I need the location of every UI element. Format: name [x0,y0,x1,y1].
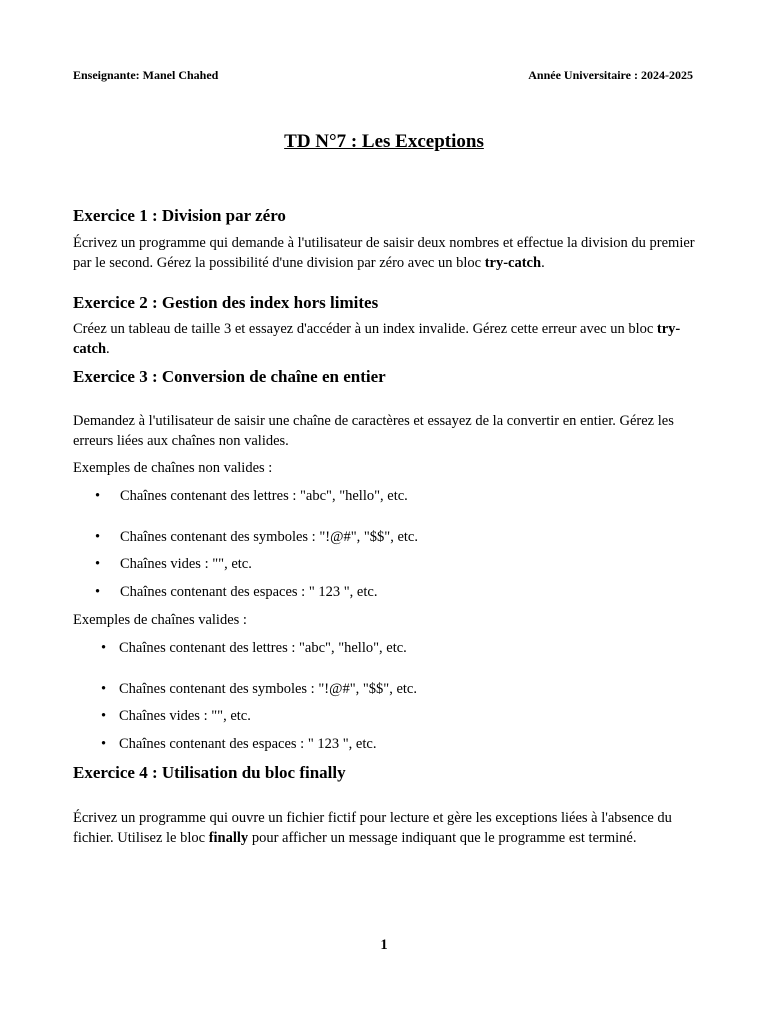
ex2-bold: try-catch [73,321,681,357]
ex3-valid-label: Exemples de chaînes valides : [73,612,247,628]
list-item: Chaînes contenant des espaces : " 123 ", etc. [119,736,377,752]
list-item: Chaînes vides : "", etc. [119,708,251,724]
list-item: Chaînes contenant des espaces : " 123 ", etc. [120,584,378,600]
bullet: • [101,640,107,656]
list-item: Chaînes contenant des lettres : "abc", "hello", etc. [120,488,408,504]
ex2-text: Créez un tableau de taille 3 et essayez d'accéder à un index invalide. Gérez cette erreur avec un bloc try-catch. [73,321,681,357]
ex1-bold: try-catch [484,255,542,271]
ex2-heading: Exercice 2 : Gestion des index hors limites [73,293,379,312]
bullet: • [95,488,101,504]
header-year: Année Universitaire : 2024-2025 [528,68,693,82]
list-item: Chaînes contenant des symboles : "!@#", "$$", etc. [119,681,417,697]
bullet: • [101,736,107,752]
ex3-invalid-label: Exemples de chaînes non valides : [73,460,273,476]
page-title: TD N°7 : Les Exceptions [284,131,484,152]
header-teacher: Enseignante: Manel Chahed [73,68,219,82]
ex4-bold: finally [208,830,249,846]
ex4-text: Écrivez un programme qui ouvre un fichier fictif pour lecture et gère les exceptions liées à l'absence du fichier. Utilisez le bloc finally pour afficher un message indiquant que le programme est terminé. [73,810,672,846]
bullet: • [95,529,101,545]
page-number: 1 [380,937,388,953]
list-item: Chaînes vides : "", etc. [120,556,252,572]
ex1-heading: Exercice 1 : Division par zéro [73,206,286,225]
ex3-text: Demandez à l'utilisateur de saisir une chaîne de caractères et essayez de la convertir en entier. Gérez les erreurs liées aux chaînes non valides. [73,413,674,449]
bullet: • [101,681,107,697]
bullet: • [95,584,101,600]
ex4-heading: Exercice 4 : Utilisation du bloc finally [73,763,346,782]
list-item: Chaînes contenant des symboles : "!@#", "$$", etc. [120,529,418,545]
bullet: • [101,708,107,724]
list-item: Chaînes contenant des lettres : "abc", "hello", etc. [119,640,407,656]
ex3-heading: Exercice 3 : Conversion de chaîne en entier [73,367,386,386]
ex1-text: Écrivez un programme qui demande à l'utilisateur de saisir deux nombres et effectue la division du premier par le second. Gérez la possibilité d'une division par zéro avec un bloc try-catch. [73,235,695,271]
bullet: • [95,556,101,572]
